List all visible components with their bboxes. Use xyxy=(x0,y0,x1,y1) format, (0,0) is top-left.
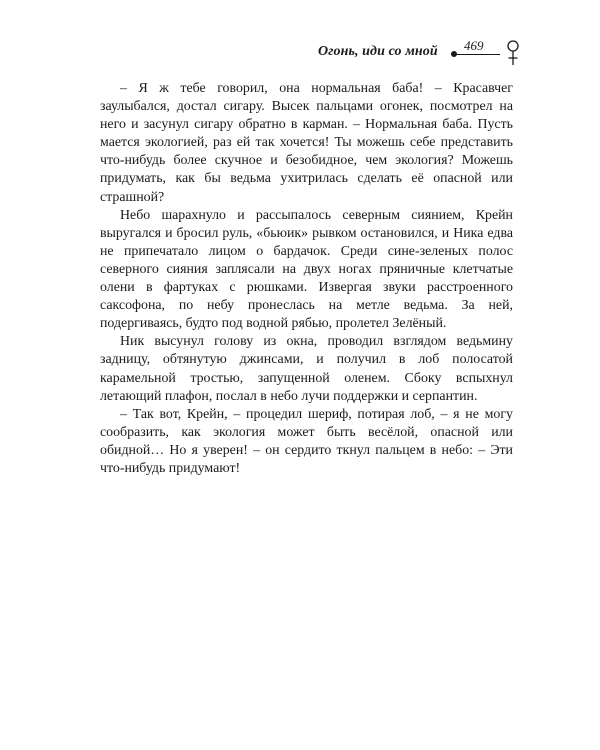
paragraph: – Я ж тебе говорил, она нормальная баба! – Красавчег заулыбался, достал сигару. Высек пальцами огонек, посмотрел на него и засунул сигару обратно в карман. – Нормальная баба. Пусть мается экологией, раз ей так хочется! Ты можешь себе представить что-нибудь более скучное и безобидное, чем экология? Можешь придумать, как бы ведьма ухитрилась сделать её опасной или страшной? xyxy=(100,81,513,205)
page-number: 469 xyxy=(464,38,484,53)
paragraph: Небо шарахнуло и рассыпалось северным сиянием, Крейн выругался и бросил руль, «бьюик» рывком остановился, и Ника едва не припечатало лицом о бардачок. Среди сине-зеленых полос северного сияния заплясали на двух ногах пряничные клетчатые олени в фартуках с рюшками. Извергая звуки расстроенного саксофона, по небу пронеслась на метле ведьма. За ней, подергиваясь, будто под водной рябью, пролетел Зелёный. xyxy=(100,207,513,332)
paragraph: – Так вот, Крейн, – процедил шериф, потирая лоб, – я не могу сообразить, как экология может быть весёлой, опасной или обидной… Но я уверен! – он сердито ткнул пальцем в небо: – Эти что-нибудь придумают! xyxy=(100,406,513,476)
paragraph: Ник высунул голову из окна, проводил взглядом ведьмину задницу, обтянутую джинсами, и получил в лоб полосатой карамельной тростью, запущенной оленем. Сбоку вспыхнул летающий плафон, послал в небо лучи поддержки и серпантин. xyxy=(100,334,513,404)
body-text xyxy=(100,80,513,478)
header-rule xyxy=(456,54,500,55)
venus-symbol-icon xyxy=(506,40,520,66)
running-title: Огонь, иди со мной xyxy=(318,44,438,59)
running-header xyxy=(318,36,550,68)
